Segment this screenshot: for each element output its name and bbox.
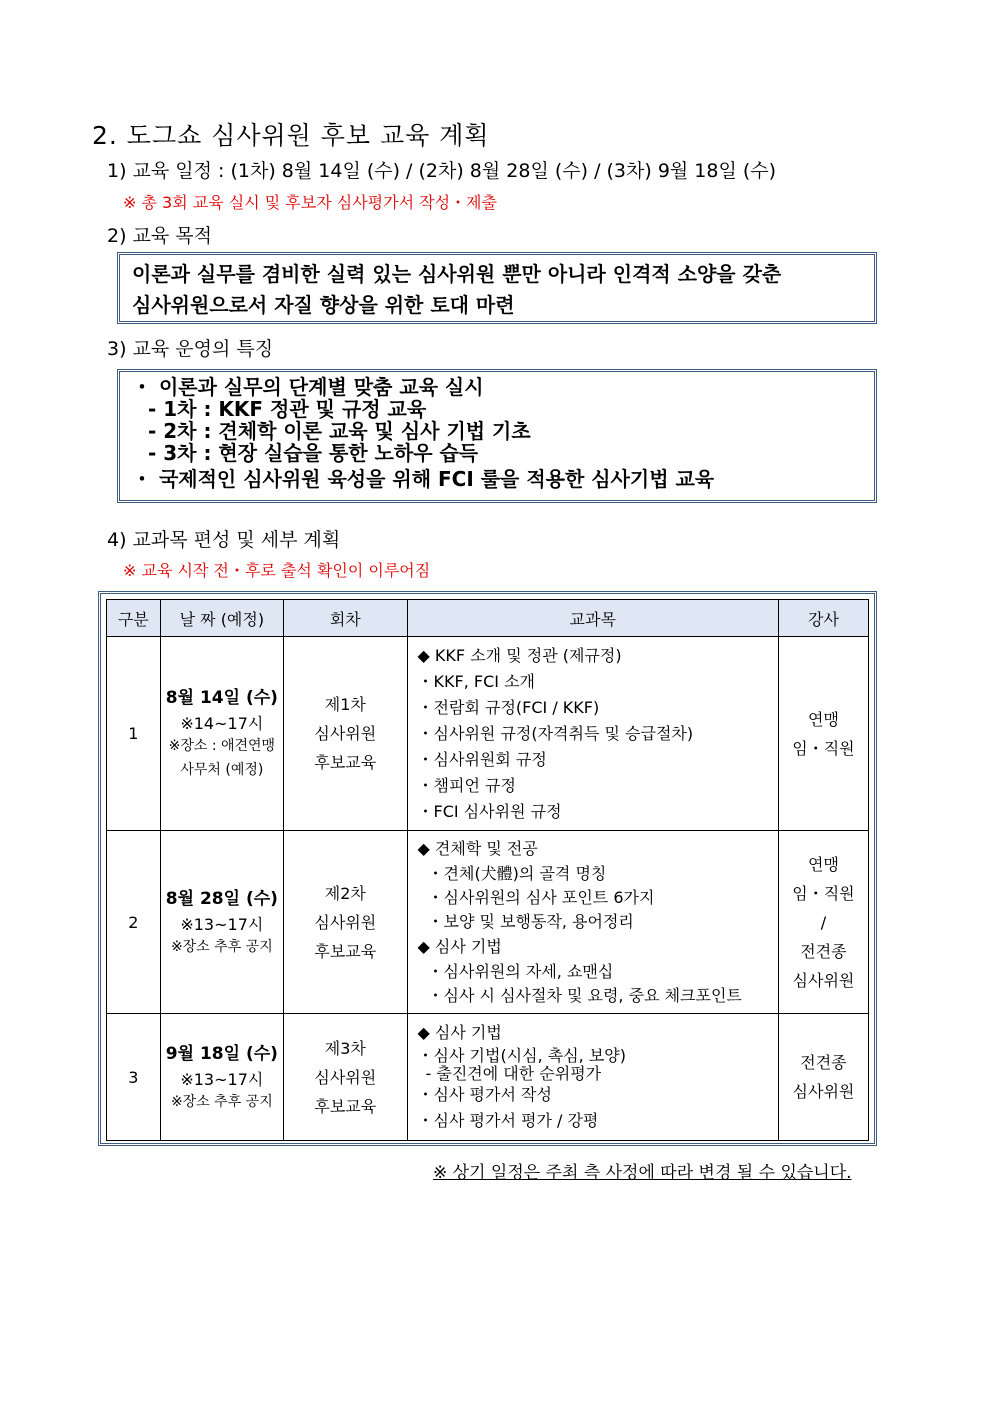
subject-line: ・FCI 심사위원 규정 — [417, 801, 562, 821]
subject-line: ・전람회 규정(FCI / KKF) — [417, 697, 600, 717]
header-date: 날 짜 (예정) — [160, 600, 283, 637]
row-date-cell — [160, 637, 283, 831]
row-subjects — [407, 637, 778, 831]
subject-line: ◆ KKF 소개 및 정관 (제규정) — [417, 645, 622, 665]
subject-line: ・심사 기법(시심, 촉심, 보양) — [417, 1046, 627, 1065]
lecturer-line: / — [820, 912, 827, 932]
subject-line: ・심사위원의 심사 포인트 6가지 — [427, 888, 655, 907]
subject-line: ・KKF, FCI 소개 — [417, 671, 535, 691]
row-session — [284, 1014, 407, 1141]
subject-line: ・심사 평가서 작성 — [417, 1085, 552, 1104]
subject-line: ・심사 평가서 평가 / 강평 — [417, 1111, 599, 1130]
row-session — [284, 831, 407, 1014]
row-no: 2 — [107, 831, 161, 1014]
row-time: ※13~17시 — [180, 1069, 264, 1089]
subject-line: ◆ 심사 기법 — [417, 937, 502, 956]
row-time: ※13~17시 — [180, 914, 264, 934]
goal-line-1: 이론과 실무를 겸비한 실력 있는 심사위원 뿐만 아니라 인격적 소양을 갖춘 — [132, 262, 782, 286]
lecturer-line: 전견종 — [800, 941, 847, 961]
feature-line-1: ・ 이론과 실무의 단계별 맞춤 교육 실시 — [132, 375, 484, 399]
session-line: 심사위원 — [314, 1067, 377, 1087]
header-subject: 교과목 — [407, 600, 778, 637]
table-header-row — [107, 600, 869, 637]
curriculum-table-frame — [98, 591, 877, 1146]
subject-line: ・심사 시 심사절차 및 요령, 중요 체크포인트 — [427, 986, 742, 1005]
feature-line-2: - 1차 : KKF 정관 및 규정 교육 — [148, 397, 427, 421]
row-lecturer — [778, 637, 868, 831]
lecturer-line: 임・직원 — [792, 738, 855, 758]
row-subjects — [407, 1014, 778, 1141]
goal-line-2: 심사위원으로서 자질 향상을 위한 토대 마련 — [132, 293, 515, 317]
row-date: 8월 28일 (수) — [165, 888, 278, 909]
row-place: ※장소 : 애견연맹 — [168, 738, 276, 754]
subject-line: ・심사위원회 규정 — [417, 749, 547, 769]
lecturer-line: 전견종 — [800, 1053, 847, 1072]
table-row — [107, 637, 869, 831]
row-time: ※14~17시 — [180, 714, 264, 733]
table-row — [107, 831, 869, 1014]
header-session: 회차 — [284, 600, 407, 637]
lecturer-line: 임・직원 — [792, 883, 855, 903]
goal-label: 2) 교육 목적 — [107, 225, 212, 247]
row-lecturer — [778, 831, 868, 1014]
subject-line: ・심사위원 규정(자격취득 및 승급절차) — [417, 723, 694, 743]
subject-line: ・보양 및 보행동작, 용어정리 — [427, 912, 634, 931]
session-line: 제1차 — [324, 695, 366, 714]
session-line: 후보교육 — [314, 753, 377, 772]
lecturer-line: 연맹 — [807, 709, 839, 729]
session-line: 심사위원 — [314, 724, 377, 743]
schedule-note: ※ 총 3회 교육 실시 및 후보자 심사평가서 작성・제출 — [123, 193, 497, 212]
row-subjects — [407, 831, 778, 1014]
row-date-cell — [160, 1014, 283, 1141]
goal-box — [117, 252, 877, 324]
curriculum-label: 4) 교과목 편성 및 세부 계획 — [107, 529, 341, 551]
session-line: 후보교육 — [314, 1096, 377, 1116]
lecturer-line: 심사위원 — [792, 970, 855, 990]
subject-line: - 출진견에 대한 순위평가 — [425, 1064, 602, 1083]
schedule-line: 1) 교육 일정 : (1차) 8월 14일 (수) / (2차) 8월 28일 (수) / (3차) 9월 18일 (수) — [107, 160, 777, 182]
features-label: 3) 교육 운영의 특징 — [107, 338, 274, 360]
subject-line: ◆ 견체학 및 전공 — [417, 839, 538, 858]
subject-line: ◆ 심사 기법 — [417, 1023, 502, 1042]
session-line: 심사위원 — [314, 912, 377, 932]
row-no: 1 — [107, 637, 161, 831]
header-no: 구분 — [107, 600, 161, 637]
row-date: 8월 14일 (수) — [165, 688, 278, 708]
footer-note: ※ 상기 일정은 주최 측 사정에 따라 변경 될 수 있습니다. — [433, 1163, 852, 1183]
curriculum-note: ※ 교육 시작 전・후로 출석 확인이 이루어짐 — [123, 561, 431, 580]
feature-line-4: - 3차 : 현장 실습을 통한 노하우 습득 — [148, 441, 479, 465]
row-place-2: 사무처 (예정) — [180, 762, 264, 778]
row-date-cell — [160, 831, 283, 1014]
feature-line-5: ・ 국제적인 심사위원 육성을 위해 FCI 룰을 적용한 심사기법 교육 — [132, 467, 715, 491]
header-lecturer: 강사 — [778, 600, 868, 637]
row-place: ※장소 추후 공지 — [170, 1093, 273, 1110]
row-place: ※장소 추후 공지 — [170, 938, 273, 955]
subject-line: ・견체(犬體)의 골격 명칭 — [427, 864, 607, 883]
curriculum-table — [106, 599, 869, 1141]
feature-line-3: - 2차 : 견체학 이론 교육 및 심사 기법 기초 — [148, 419, 531, 443]
session-line: 제3차 — [324, 1038, 366, 1058]
lecturer-line: 심사위원 — [792, 1082, 855, 1101]
lecturer-line: 연맹 — [807, 854, 839, 874]
row-no: 3 — [107, 1014, 161, 1141]
section-title: 2. 도그쇼 심사위원 후보 교육 계획 — [92, 121, 490, 150]
row-session — [284, 637, 407, 831]
session-line: 후보교육 — [314, 941, 377, 961]
row-lecturer — [778, 1014, 868, 1141]
table-row — [107, 1014, 869, 1141]
subject-line: ・챔피언 규정 — [417, 775, 516, 795]
features-box — [117, 369, 877, 503]
row-date: 9월 18일 (수) — [165, 1043, 278, 1064]
subject-line: ・심사위원의 자세, 쇼맨십 — [427, 962, 614, 981]
session-line: 제2차 — [324, 883, 366, 903]
